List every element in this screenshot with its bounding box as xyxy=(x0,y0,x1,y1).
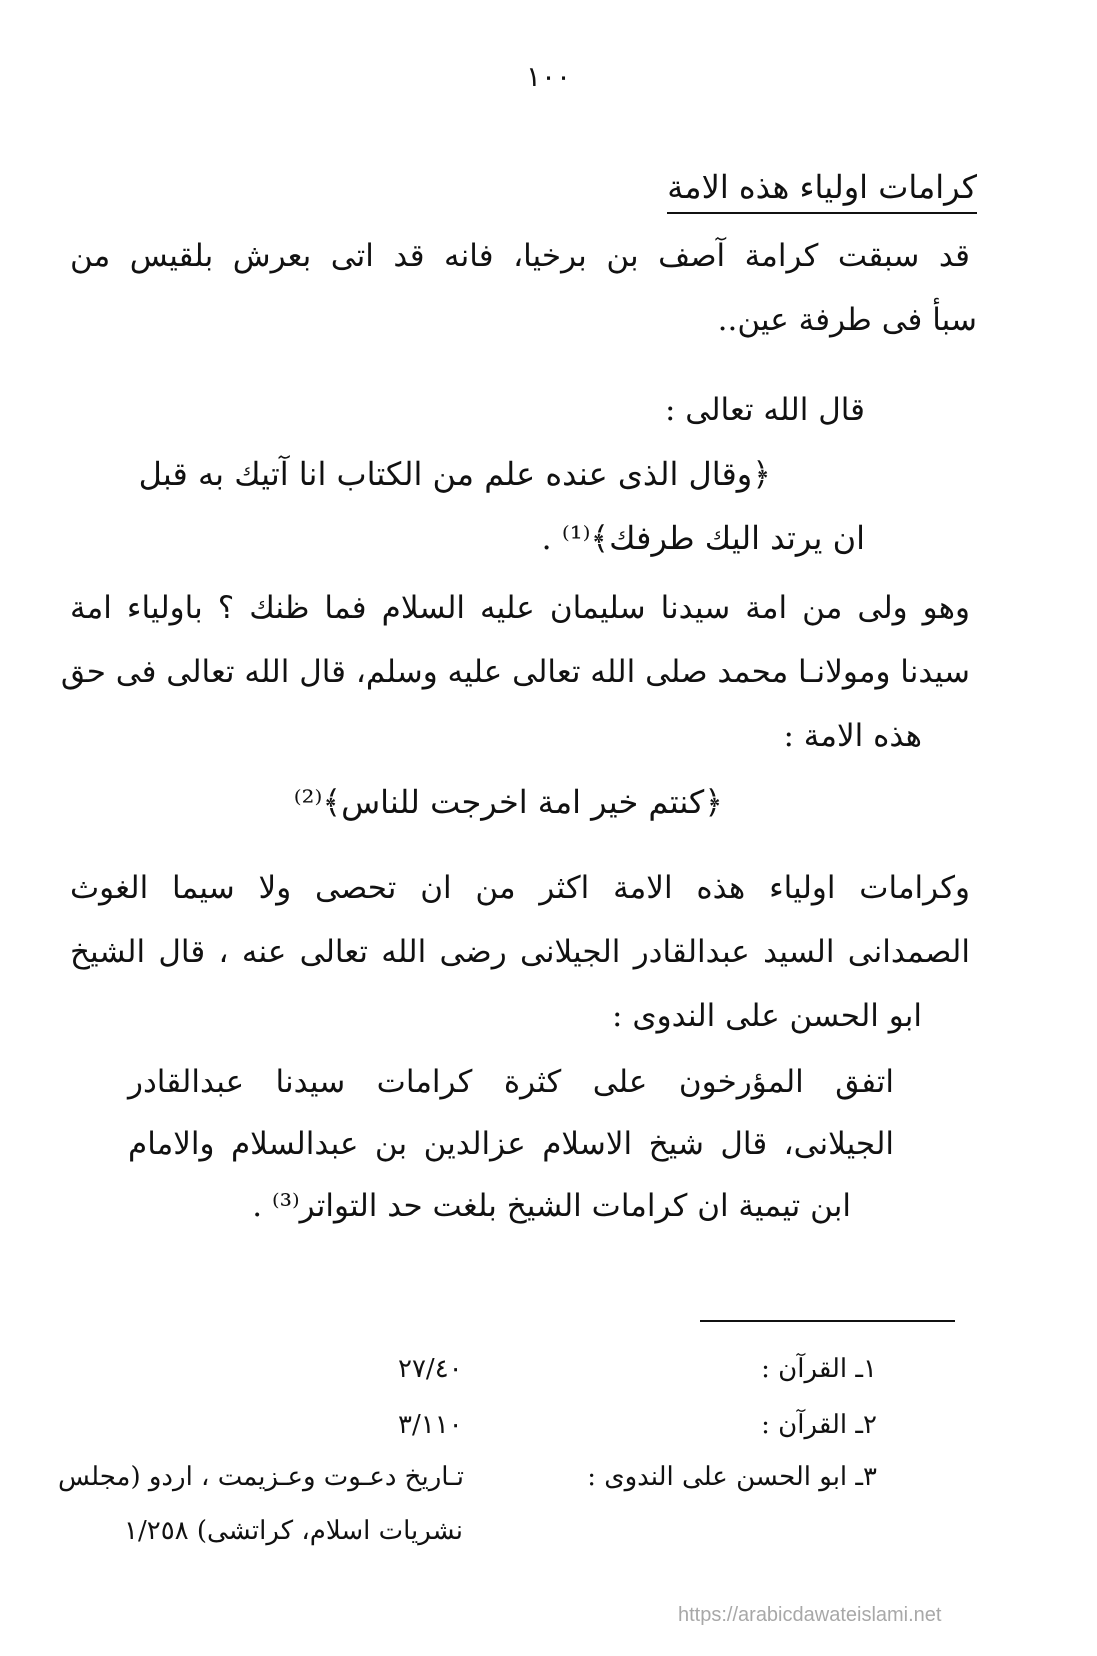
text-line-8: هذه الامة : xyxy=(783,718,922,754)
footnote-3-label: ٣ـ ابو الحسن على الندوى : xyxy=(587,1462,877,1492)
text-line-6: وهو ولى من امة سيدنا سليمان عليه السلام فما ظنك ؟ باولياء امة xyxy=(70,590,970,626)
quran-quote-line-1: ﴿وقال الذى عنده علم من الكتاب انا آتيك به قبل xyxy=(138,455,771,493)
text-line-10: وكرامات اولياء هذه الامة اكثر من ان تحصى ولا سيما الغوث xyxy=(70,870,970,906)
page-number: ١٠٠ xyxy=(525,60,572,93)
section-heading: كرامات اولياء هذه الامة xyxy=(667,168,977,214)
footnote-2-ref: ٣/١١٠ xyxy=(398,1410,463,1440)
text-line-2: سبأ فى طرفة عين.. xyxy=(717,302,977,338)
block-quote-line-2: الجيلانى، قال شيخ الاسلام عزالدين بن عبدالسلام والامام xyxy=(128,1126,894,1162)
footnote-3-ref-cont: نشريات اسلام، كراتشى) ١/٢٥٨ xyxy=(124,1516,464,1546)
footnote-1-ref: ٢٧/٤٠ xyxy=(398,1354,463,1384)
text-line-12: ابو الحسن على الندوى : xyxy=(612,998,922,1034)
footnote-1-label: ١ـ القرآن : xyxy=(761,1354,877,1384)
text-line-7: سيدنا ومولانـا محمد صلى الله تعالى عليه وسلم، قال الله تعالى فى حق xyxy=(60,654,970,690)
footnote-3-ref: تـاريخ دعـوت وعـزيمت ، اردو (مجلس xyxy=(58,1462,465,1492)
block-quote-line-1: اتفق المؤرخون على كثرة كرامات سيدنا عبدالقادر xyxy=(128,1064,894,1100)
text-line-11: الصمدانى السيد عبدالقادر الجيلانى رضى الله تعالى عنه ، قال الشيخ xyxy=(70,934,970,970)
text-line-1: قد سبقت كرامة آصف بن برخيا، فانه قد اتى بعرش بلقيس من xyxy=(70,238,970,274)
block-quote-line-3: ابن تيمية ان كرامات الشيخ بلغت حد التواتر⁽³⁾ . xyxy=(252,1188,851,1224)
footnote-2-label: ٢ـ القرآن : xyxy=(761,1410,877,1440)
watermark-url: https://arabicdawateislami.net xyxy=(678,1604,942,1626)
quran-quote-line-2: ان يرتد اليك طرفك﴾⁽¹⁾ . xyxy=(541,519,865,557)
footnote-divider xyxy=(700,1320,955,1322)
text-line-3: قال الله تعالى : xyxy=(664,392,865,428)
quran-quote-2: ﴿كنتم خير امة اخرجت للناس﴾⁽²⁾ xyxy=(293,783,723,821)
